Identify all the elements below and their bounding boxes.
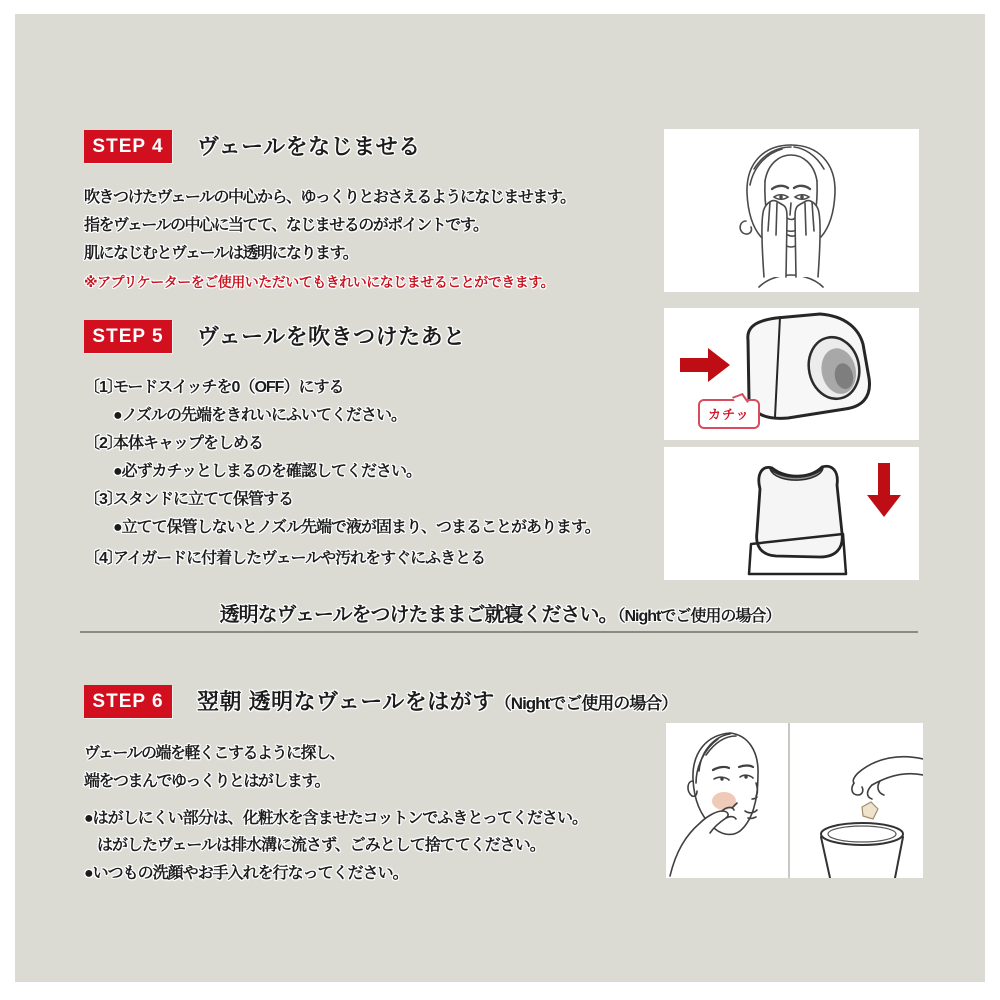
sleep-instruction-sub: （Nightでご使用の場合）: [617, 608, 781, 625]
step5-item2-number: 〔2〕: [84, 435, 122, 452]
step4-illustration-box: [664, 129, 919, 292]
step6-illustration-box: [666, 723, 923, 878]
step4-text-line1: 吹きつけたヴェールの中心から、ゆっくりとおさえるようになじませます。: [84, 189, 575, 206]
step5-badge: STEP 5: [84, 320, 172, 353]
step5-item1-subtext: ●ノズルの先端をきれいにふいてください。: [113, 407, 407, 424]
veil-flake: [862, 802, 878, 819]
sleep-instruction-main: 透明なヴェールをつけたままご就寝ください。: [219, 604, 618, 626]
step5-item2-subtext: ●必ずカチッとしまるのを確認してください。: [113, 463, 422, 480]
step5-item3-number: 〔3〕: [84, 491, 122, 508]
peel-veil-face: [670, 733, 758, 876]
section-divider: [80, 631, 918, 633]
peel-and-dispose-illustration: [666, 723, 923, 878]
step6-bullet1-line2: はがしたヴェールは排水溝に流さず、ごみとして捨ててください。: [97, 837, 545, 854]
step5-title: ヴェールを吹きつけたあと: [197, 324, 466, 349]
step5-item4-number: 〔4〕: [84, 550, 122, 567]
face-massage-illustration: [664, 129, 919, 292]
step4-title: ヴェールをなじませる: [197, 134, 421, 159]
step4-note: ※アプリケーターをご使用いただいてもきれいになじませることができます。: [84, 274, 555, 290]
step5-item3-subtext: ●立てて保管しないとノズル先端で液が固まり、つまることがあります。: [113, 519, 600, 536]
step6-title: 翌朝 透明なヴェールをはがす: [197, 689, 495, 714]
step5-item4-text: アイガードに付着したヴェールや汚れをすぐにふきとる: [113, 550, 486, 567]
down-arrow-icon: [867, 463, 901, 517]
step5-stand-illustration-box: [664, 447, 919, 580]
step6-text-line1: ヴェールの端を軽くこするように探し、: [84, 745, 345, 762]
step6-title-note: （Nightでご使用の場合）: [494, 694, 678, 713]
step5-item1-text: モードスイッチを0（OFF）にする: [113, 379, 344, 396]
right-arrow-icon: [680, 348, 730, 382]
step6-bullet2: ●いつもの洗顔やお手入れを行なってください。: [84, 865, 408, 882]
step4-badge: STEP 4: [84, 130, 172, 163]
step5-item2-text: 本体キャップをしめる: [113, 435, 264, 452]
step4-text-line3: 肌になじむとヴェールは透明になります。: [84, 245, 358, 262]
step6-title-row: [197, 685, 677, 721]
step6-text-line2: 端をつまんでゆっくりとはがします。: [84, 773, 330, 790]
step6-bullet1-line1: ●はがしにくい部分は、化粧水を含ませたコットンでふきとってください。: [84, 810, 588, 827]
step5-cap-illustration-box: [664, 308, 919, 440]
step6-badge: STEP 6: [84, 685, 172, 718]
click-sound-bubble: カチッ: [698, 399, 760, 429]
step5-item1-number: 〔1〕: [84, 379, 122, 396]
trash-disposal: [821, 757, 923, 878]
step4-text-line2: 指をヴェールの中心に当てて、なじませるのがポイントです。: [84, 217, 488, 234]
step5-item3-text: スタンドに立てて保管する: [113, 491, 294, 508]
sleep-instruction: [80, 598, 920, 627]
stand-storage-illustration: [664, 447, 919, 580]
